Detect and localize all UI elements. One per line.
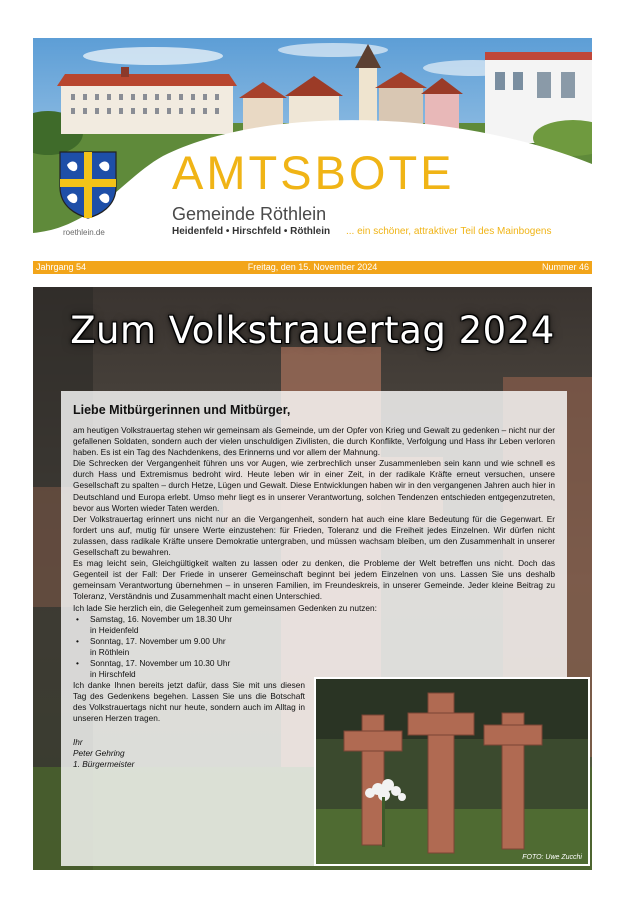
issue-date: Freitag, den 15. November 2024	[247, 262, 378, 272]
event-place: in Hirschfeld	[90, 669, 136, 680]
event-item	[73, 636, 555, 658]
website-url[interactable]: roethlein.de	[63, 228, 105, 237]
signer-title: 1. Bürgermeister	[73, 758, 135, 769]
issue-volume: Jahrgang 54	[36, 262, 87, 272]
article-headline: Zum Volkstrauertag 2024	[70, 309, 555, 352]
event-place: in Röthlein	[90, 646, 130, 657]
paragraph: Der Volkstrauertag erinnert uns nicht nur an die Vergangenheit, sondern hat auch eine klare Bedeutung für die Gegenwart. Er fordert uns auf, mutig für unsere Werte einzustehen: für Frieden, Toleranz und die Freiheit jedes Einzelnen. Wir dürfen nicht zulassen, dass radikale Kräfte unsere Demokratie untergraben, und müssen wachsam bleiben, um den Zusammenhalt in unserer Gesellschaft zu bewahren.	[73, 513, 555, 558]
paragraph: am heutigen Volkstrauertag stehen wir gemeinsam als Gemeinde, um der Opfer von Krieg und Gewalt zu gedenken – nicht nur der gefallenen Soldaten, sondern auch der vielen unschuldigen Zivilisten, die durch Konflikte, Verfolgung und Hass ihr Leben verloren haben. Es ist ein Tag des Nachdenkens, des Erinnerns und vor allem der Mahnung.	[73, 425, 555, 458]
event-list	[73, 614, 555, 681]
event-time: • Sonntag, 17. November um 9.00 Uhr	[90, 635, 226, 646]
paragraph: Die Schrecken der Vergangenheit führen uns vor Augen, wie zerbrechlich unser Zusammenleben sein kann und wie schnell es durch Hass und Extremismus bedroht wird. Heute leben wir in einer Zeit, in der radikale Kräfte erneut versuchen, unsere Gesellschaft zu spalten – durch Hetze, Lügen und Gewalt. Diese Entwicklungen haben wir in den vergangenen Jahren auch hier in Deutschland und Europa erlebt. Umso mehr liegt es in unserer Verantwortung, solchen Tendenzen entschieden entgegenzutreten, bevor aus Worten wieder Taten werden.	[73, 458, 555, 513]
paragraph: Ich lade Sie herzlich ein, die Gelegenheit zum gemeinsamen Gedenken zu nutzen:	[73, 602, 377, 613]
coat-of-arms-icon	[59, 151, 117, 219]
event-time: • Sonntag, 17. November um 10.30 Uhr	[90, 657, 231, 668]
event-place: in Heidenfeld	[90, 624, 139, 635]
issue-info-bar	[33, 261, 592, 274]
issue-number: Nummer 46	[541, 262, 589, 272]
municipality-name: Gemeinde Röthlein	[172, 204, 327, 224]
signer-name: Peter Gehring	[73, 747, 125, 758]
event-time: • Samstag, 16. November um 18.30 Uhr	[90, 613, 233, 624]
slogan: ... ein schöner, attraktiver Teil des Mainbogens	[346, 226, 552, 237]
paragraph: Ich danke Ihnen bereits jetzt dafür, dass Sie mit uns diesen Tag des Gedenkens begehen. Lassen Sie uns die Botschaft des Volkstrauertags nicht nur heute, sondern auch im Alltag in unseren Herzen tragen.	[73, 680, 305, 724]
photo-credit: FOTO: Uwe Zucchi	[522, 854, 582, 861]
memorial-crosses-photo	[314, 677, 590, 866]
crosses-photo-image	[316, 679, 588, 864]
letter-greeting: Liebe Mitbürgerinnen und Mitbürger,	[73, 403, 291, 417]
masthead-header	[33, 38, 592, 243]
masthead-title: AMTSBOTE	[172, 146, 455, 199]
memorial-article	[33, 287, 592, 870]
letter-closing: Ihr	[73, 736, 83, 747]
villages-list: Heidenfeld • Hirschfeld • Röthlein	[172, 226, 331, 237]
paragraph: Es mag leicht sein, Gleichgültigkeit walten zu lassen oder zu denken, die Probleme der Welt betreffen uns nicht. Doch das Gegenteil ist der Fall: Der Friede in unserer Gemeinschaft beginnt bei jedem Einzelnen von uns. Lassen Sie uns deshalb gemeinsam Verantwortung übernehmen – in unseren Familien, im Freundeskreis, in unserer Gemeinde. Jeder kleine Beitrag zu Toleranz, Verständnis und Zusammenhalt macht einen Unterschied.	[73, 558, 555, 602]
event-item	[73, 614, 555, 636]
